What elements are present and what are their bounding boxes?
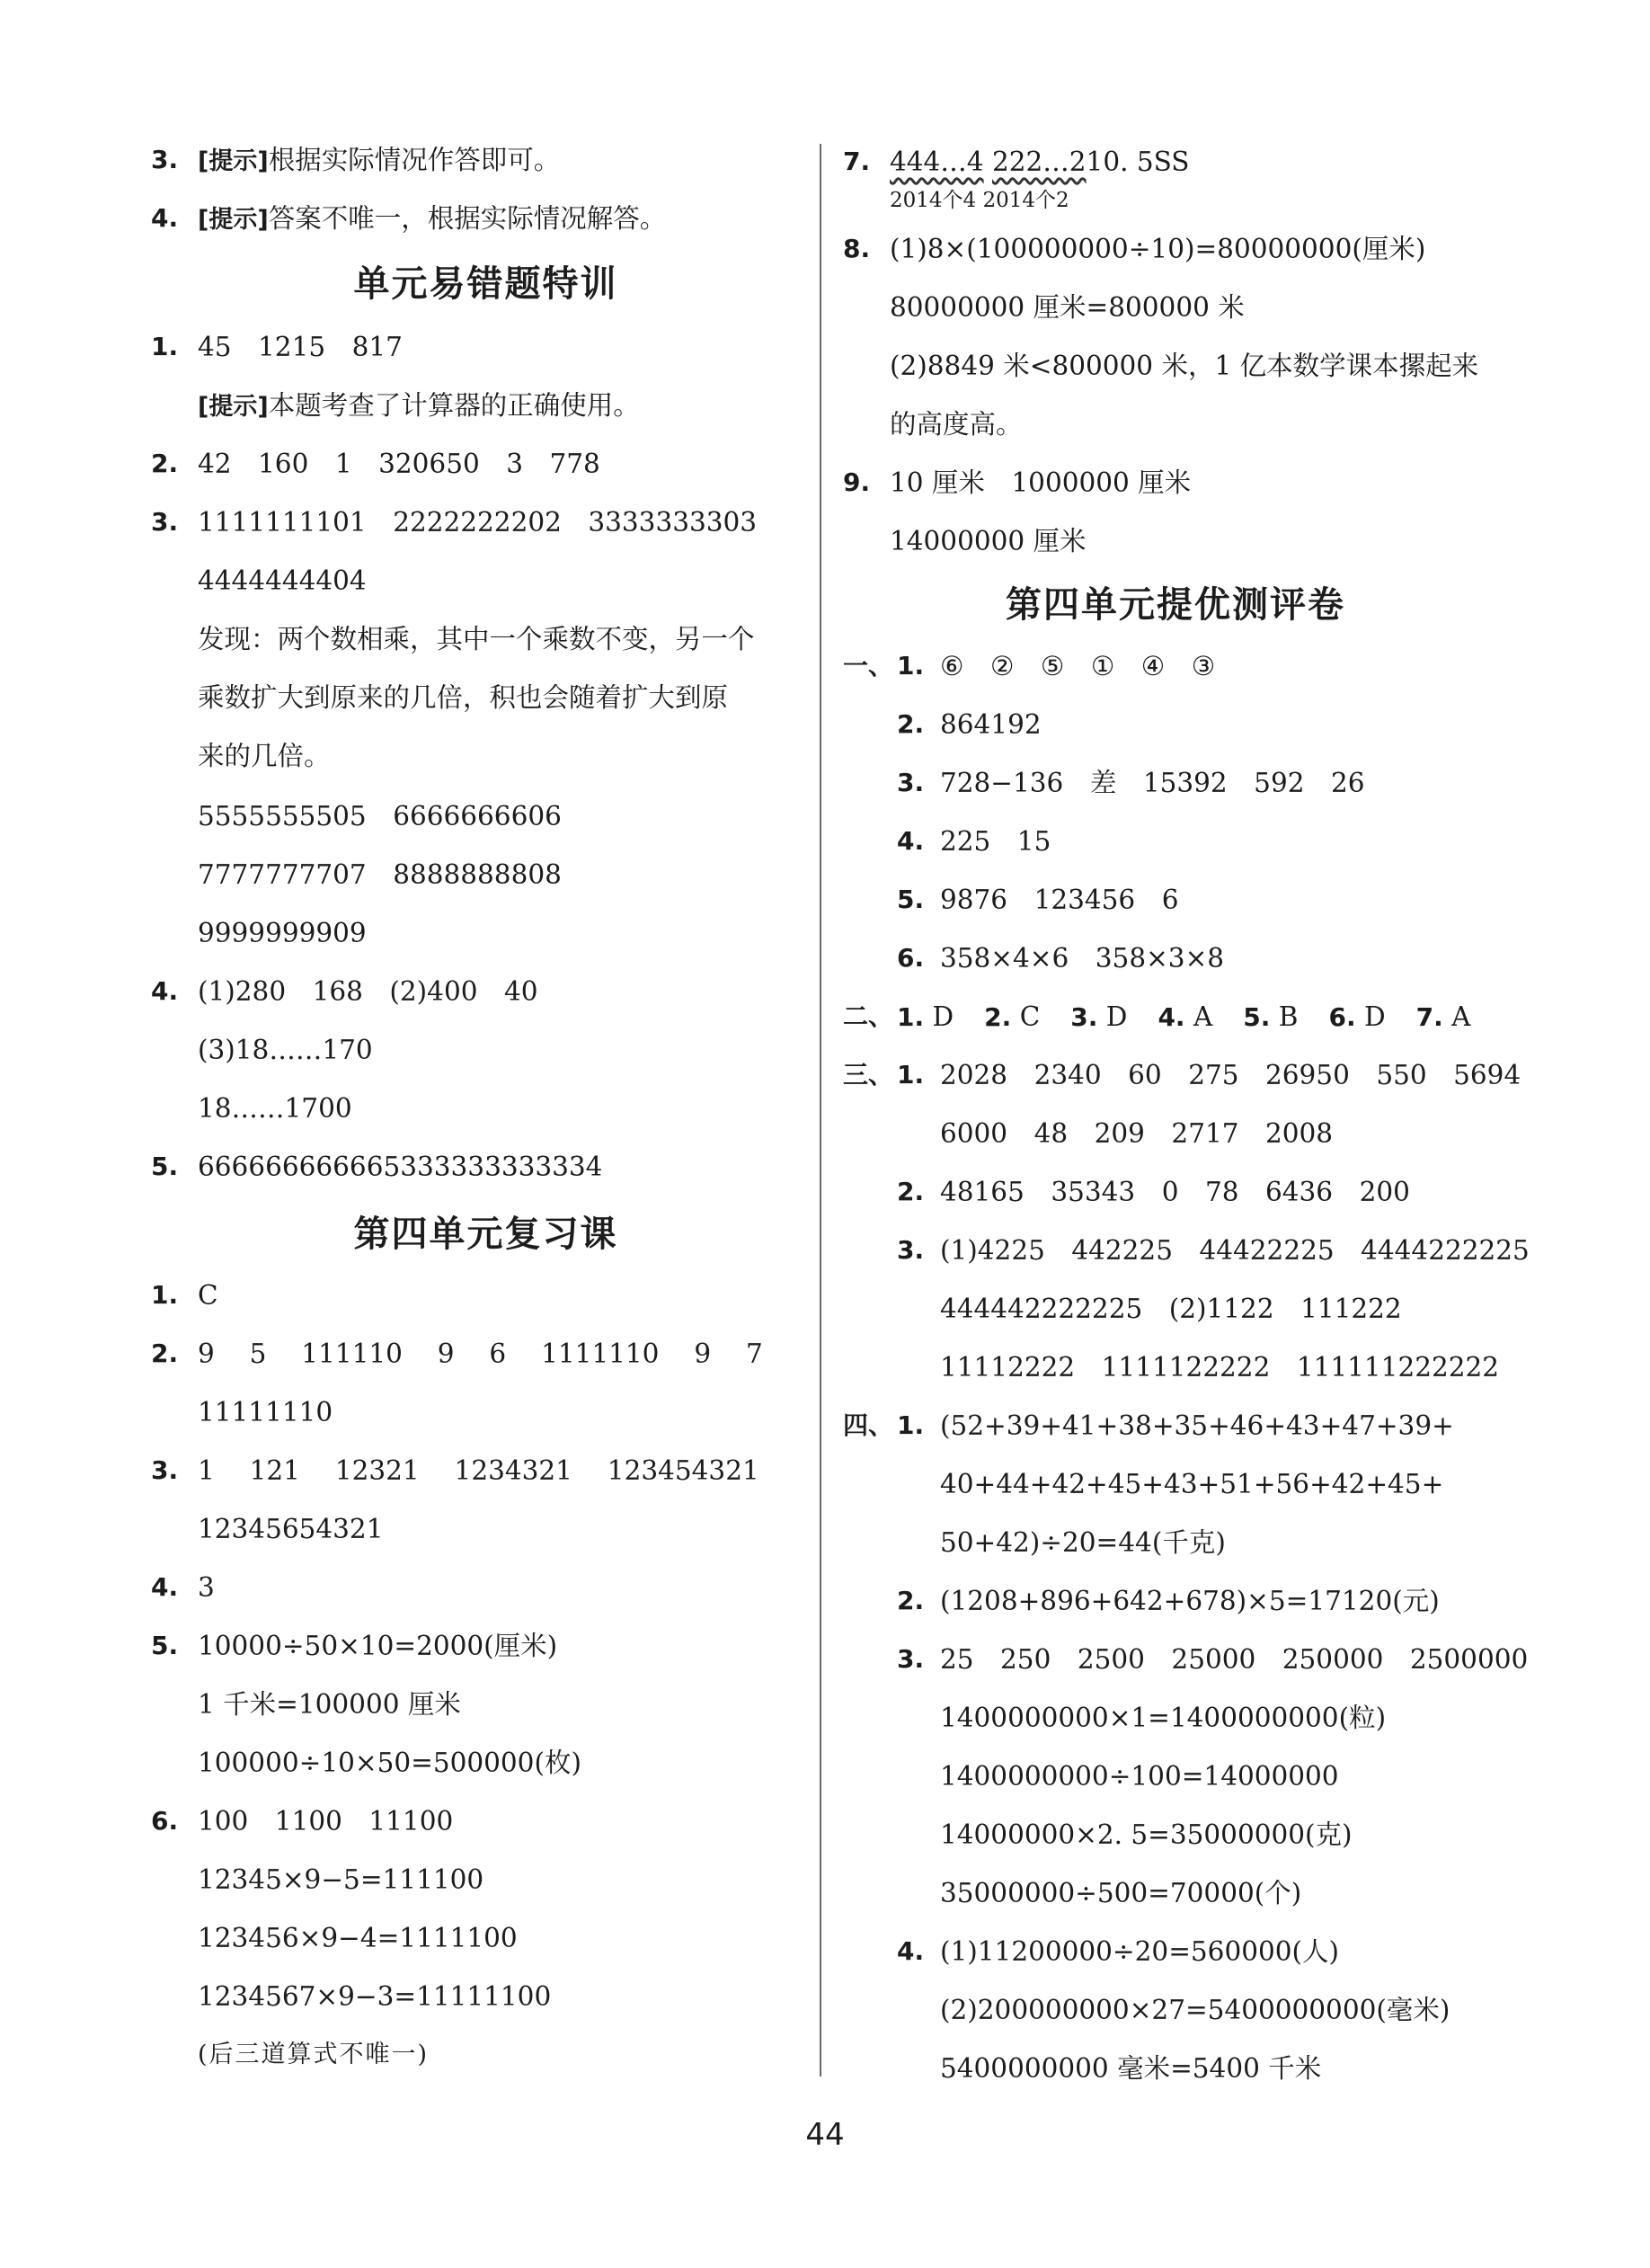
page-number: 44 <box>805 2117 845 2153</box>
section-title: 第四单元提优测评卷 <box>1006 584 1345 626</box>
wavy-underlined-number: 444…4 <box>890 147 984 177</box>
section-title: 单元易错题特训 <box>353 263 618 305</box>
column-divider <box>820 144 821 2077</box>
wavy-underlined-number: 222…2 <box>991 147 1087 177</box>
hint-label: [提示] <box>198 147 269 175</box>
answer-line: 2014个4 2014个2 <box>890 189 1069 212</box>
hint-label: [提示] <box>198 393 269 421</box>
section-title: 第四单元复习课 <box>353 1214 618 1255</box>
hint-label: [提示] <box>198 206 269 234</box>
